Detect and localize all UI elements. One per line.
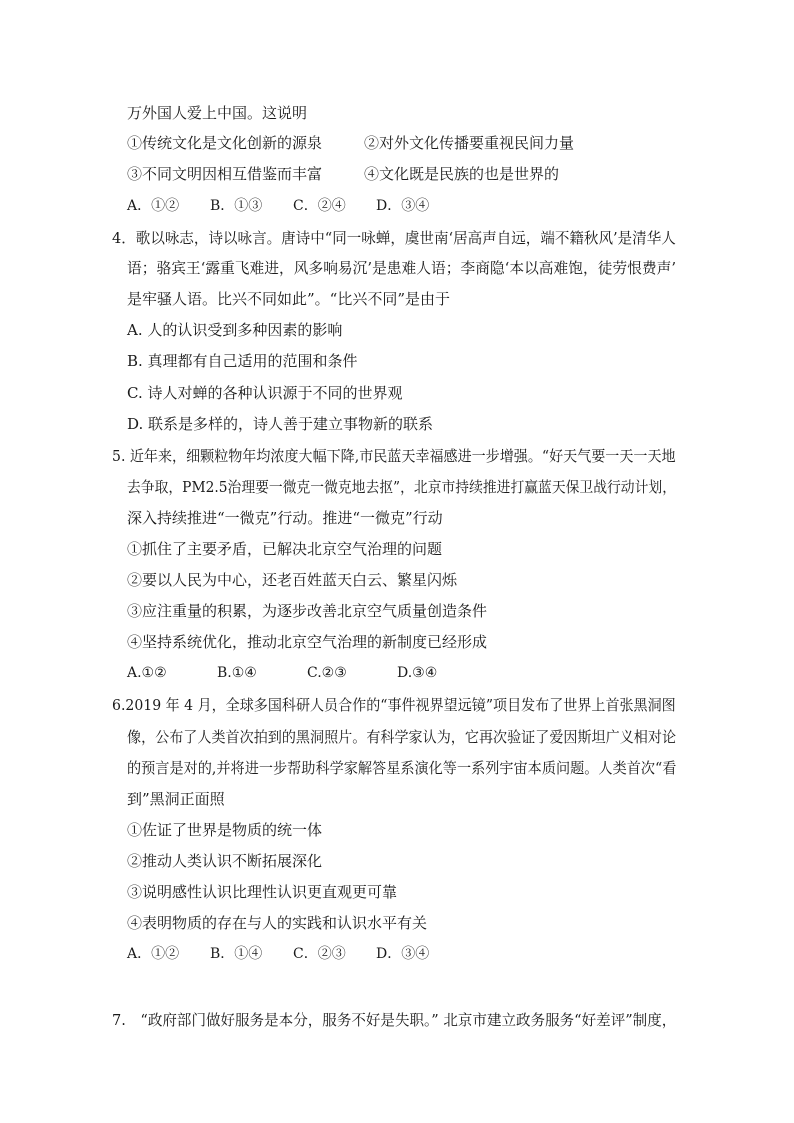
q4-stem-line-3: 是牢骚人语。比兴不同如此”。“比兴不同”是由于 xyxy=(127,290,451,308)
q5-item-1: ①抓住了主要矛盾，已解决北京空气治理的问题 xyxy=(127,540,443,558)
q6-stem-line-1: 6.2019 年 4 月，全球多国科研人员合作的“事件视界望远镜”项目发布了世界上首张黑洞图 xyxy=(112,696,676,714)
q4-option-a: A. 人的认识受到多种因素的影响 xyxy=(127,321,343,339)
q4-option-c: C. 诗人对蝉的各种认识源于不同的世界观 xyxy=(127,384,403,402)
q5-item-2: ②要以人民为中心，还老百姓蓝天白云、繁星闪烁 xyxy=(127,571,458,589)
q3-choice-a: A．①② xyxy=(127,198,180,214)
q6-choice-a: A．①② xyxy=(127,946,180,962)
q4-option-d: D. 联系是多样的，诗人善于建立事物新的联系 xyxy=(127,415,434,433)
q3-choice-c: C．②④ xyxy=(293,198,346,214)
q5-item-4: ④坚持系统优化，推动北京空气治理的新制度已经形成 xyxy=(127,633,488,651)
q5-stem-line-3: 深入持续推进“一微克”行动。推进“一微克”行动 xyxy=(127,509,443,527)
q5-choice-a: A.①② xyxy=(127,665,167,681)
q5-item-3: ③应注重量的积累，为逐步改善北京空气质量创造条件 xyxy=(127,602,488,620)
q6-choice-b: B．①④ xyxy=(210,946,263,962)
q5-choice-b: B.①④ xyxy=(217,665,257,681)
q6-item-3: ③说明感性认识比理性认识更直观更可靠 xyxy=(127,883,398,901)
q3-item-1: ①传统文化是文化创新的源泉 xyxy=(127,134,323,152)
q4-option-b: B. 真理都有自己适用的范围和条件 xyxy=(127,352,358,370)
q6-item-4: ④表明物质的存在与人的实践和认识水平有关 xyxy=(127,914,428,932)
q3-item-2: ②对外文化传播要重视民间力量 xyxy=(364,134,575,152)
q3-item-4: ④文化既是民族的也是世界的 xyxy=(364,165,560,183)
q6-item-1: ①佐证了世界是物质的统一体 xyxy=(127,821,323,839)
q5-choice-d: D.③④ xyxy=(397,665,438,681)
q3-choice-d: D．③④ xyxy=(376,198,430,214)
q5-stem-line-1: 5. 近年来，细颗粒物年均浓度大幅下降,市民蓝天幸福感进一步增强。“好天气要一天一天地 xyxy=(112,447,676,465)
q6-item-2: ②推动人类认识不断拓展深化 xyxy=(127,852,323,870)
q3-item-3: ③不同文明因相互借鉴而丰富 xyxy=(127,165,323,183)
q4-stem-line-1: 4．歌以咏志，诗以咏言。唐诗中“同一咏蝉，虞世南‘居高声自远，端不籍秋风’是清华人 xyxy=(112,229,676,247)
q5-stem-line-2: 去争取，PM2.5治理要一微克一微克地去抠”，北京市持续推进打赢蓝天保卫战行动计划， xyxy=(127,478,676,496)
q6-stem-line-3: 的预言是对的,并将进一步帮助科学家解答星系演化等一系列宇宙本质问题。人类首次“看 xyxy=(127,759,677,777)
q4-stem-line-2: 语；骆宾王‘露重飞难进，风多响易沉’是患难人语；李商隐‘本以高难饱，徒劳恨费声’ xyxy=(127,259,677,277)
q6-stem-line-4: 到”黑洞正面照 xyxy=(127,790,225,808)
q5-choice-c: C.②③ xyxy=(307,665,347,681)
q6-choice-d: D．③④ xyxy=(376,946,430,962)
q7-stem-line-1: 7. “政府部门做好服务是本分，服务不好是失职。” 北京市建立政务服务“好差评”制度， xyxy=(112,1011,677,1029)
q6-stem-line-2: 像，公布了人类首次拍到的黑洞照片。有科学家认为，它再次验证了爱因斯坦广义相对论 xyxy=(127,728,677,746)
q3-choice-b: B．①③ xyxy=(210,198,263,214)
q3-continuation: 万外国人爱上中国。这说明 xyxy=(127,104,308,122)
q6-choice-c: C．②③ xyxy=(293,946,346,962)
